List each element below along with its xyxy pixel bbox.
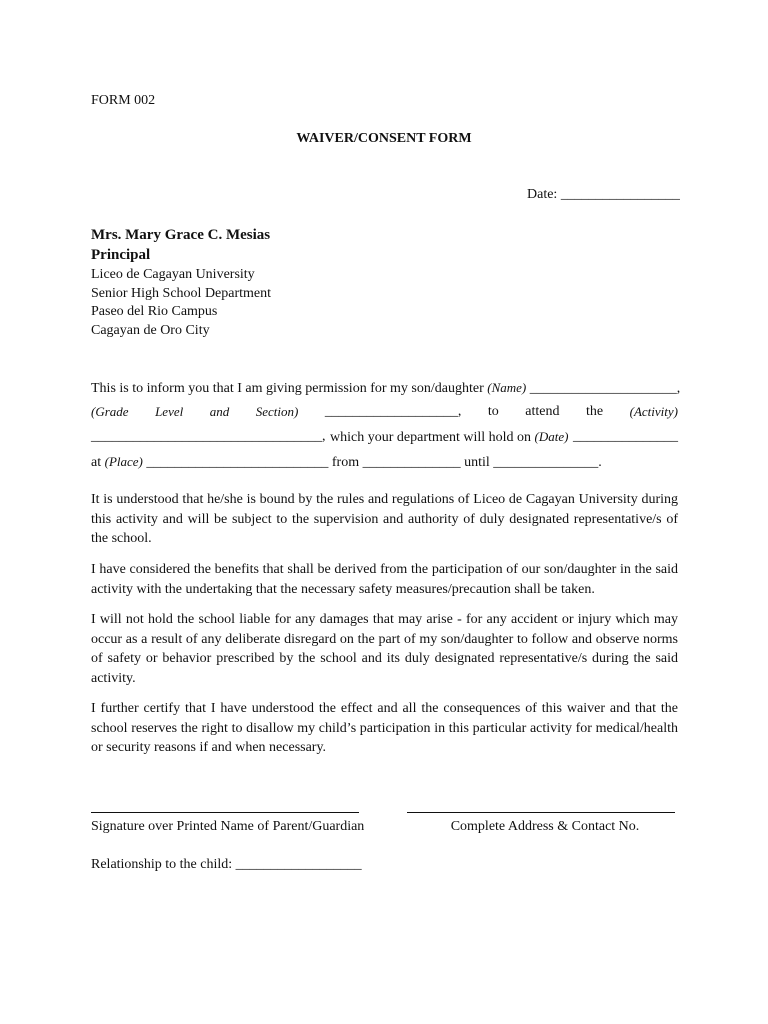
paragraph-certify: I further certify that I have understood the effect and all the consequences of this waiver and that the school reserves the right to disallow my child’s participation in this particular activity for medical/health or security reasons if and when necessary. xyxy=(91,701,678,755)
section-label: Section) xyxy=(255,404,299,419)
addressee-position: Principal xyxy=(91,247,151,263)
hold-text xyxy=(330,429,568,446)
department-hold-text: which your department will hold on xyxy=(330,430,532,445)
paragraph-rules: It is understood that he/she is bound by the rules and regulations of Liceo de Cagayan University during this activity and will be subject to the supervision and authority of duly designated representative/s of the school. xyxy=(91,492,678,546)
until-blank[interactable]: _______________. xyxy=(493,455,602,470)
address-contact-label: Complete Address & Contact No. xyxy=(450,819,640,834)
activity-blank[interactable]: _________________________________, xyxy=(91,429,326,444)
date-label: (Date) xyxy=(534,429,569,444)
grade-section-blank[interactable]: ___________________, xyxy=(324,404,462,419)
permission-text: This is to inform you that I am giving permission for my son/daughter xyxy=(91,381,484,396)
place-blank[interactable]: __________________________ xyxy=(146,455,329,470)
paragraph-benefits: I have considered the benefits that shall be derived from the participation of our son/daughter in the said activity with the undertaking that the necessary safety measures/precaution shall be taken. xyxy=(91,562,678,597)
paragraph-liability: I will not hold the school liable for any damages that may arise - for any accident or injury which may occur as a result of any deliberate disregard on the part of my son/daughter to follow and observe norms of safety or behavior prescribed by the school and its duly designated representative/s during the said activity. xyxy=(91,612,678,686)
attend-word: attend xyxy=(525,404,560,419)
place-label: (Place) xyxy=(104,454,143,469)
permission-line-2 xyxy=(91,404,678,420)
the-word: the xyxy=(586,404,604,419)
name-label: (Name) xyxy=(487,380,527,395)
level-label: Level xyxy=(155,404,184,419)
from-word: from xyxy=(331,455,360,470)
form-title: WAIVER/CONSENT FORM xyxy=(296,131,472,146)
parent-signature-label: Signature over Printed Name of Parent/Guardian xyxy=(91,819,365,834)
name-blank[interactable]: _____________________, xyxy=(529,381,681,396)
permission-line-4 xyxy=(91,454,602,471)
form-number: FORM 002 xyxy=(91,93,156,108)
from-blank[interactable]: ______________ xyxy=(362,455,461,470)
address-line: Paseo del Rio Campus xyxy=(91,304,218,319)
signature-line-left[interactable] xyxy=(91,812,359,813)
relationship-line[interactable]: Relationship to the child: __________________ xyxy=(91,857,362,872)
to-word: to xyxy=(487,404,499,419)
grade-label: (Grade xyxy=(91,404,129,419)
permission-line-3 xyxy=(91,429,678,446)
address-line: Senior High School Department xyxy=(91,286,272,301)
at-word: at xyxy=(91,455,102,470)
and-label: and xyxy=(209,404,230,419)
address-line: Cagayan de Oro City xyxy=(91,323,210,338)
until-word: until xyxy=(464,455,490,470)
addressee-name: Mrs. Mary Grace C. Mesias xyxy=(91,227,271,243)
activity-date-blank[interactable]: _______________ xyxy=(573,429,678,444)
address-line: Liceo de Cagayan University xyxy=(91,267,255,282)
permission-line-1 xyxy=(91,380,680,397)
signature-line-right[interactable] xyxy=(407,812,675,813)
activity-label: (Activity) xyxy=(629,404,678,419)
date-line: Date: _________________ xyxy=(527,187,680,202)
